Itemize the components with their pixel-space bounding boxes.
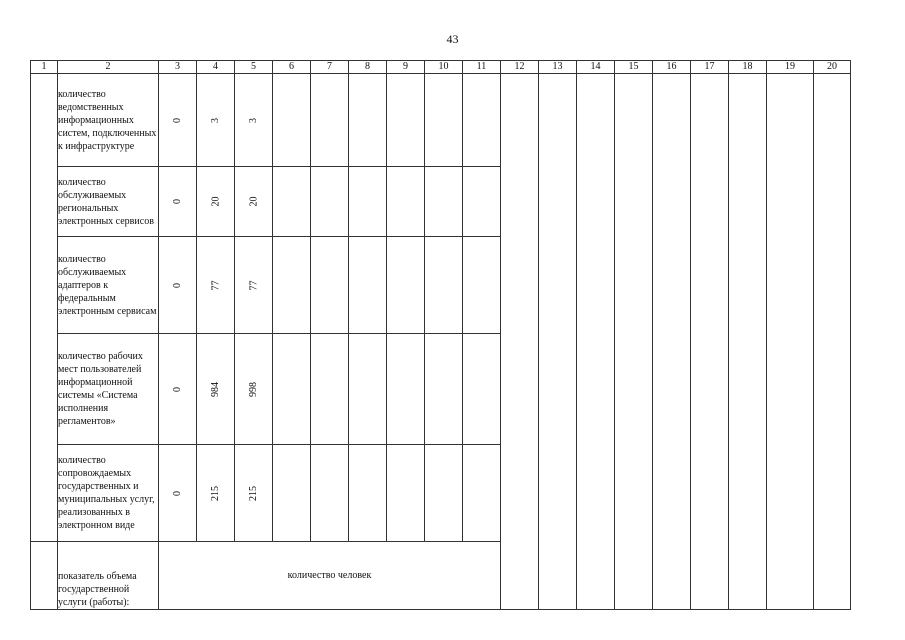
empty-cell — [463, 237, 501, 334]
value-text: 0 — [172, 282, 183, 288]
empty-cell — [425, 237, 463, 334]
value-cell — [235, 237, 273, 334]
header-cell: 13 — [539, 61, 577, 74]
header-cell: 18 — [729, 61, 767, 74]
data-table — [30, 60, 851, 610]
row-label: количество ведомственных информационных систем, подключенных к инфраструктуре — [58, 74, 159, 167]
empty-cell — [311, 74, 349, 167]
row-label: количество обслуживаемых адаптеров к федеральным электронным сервисам — [58, 237, 159, 334]
value-text: 984 — [210, 381, 221, 397]
value-cell — [159, 167, 197, 237]
empty-cell — [463, 167, 501, 237]
value-cell — [159, 74, 197, 167]
empty-cell — [349, 237, 387, 334]
value-text: 20 — [248, 196, 259, 207]
value-text: 215 — [248, 485, 259, 501]
empty-cell — [387, 237, 425, 334]
value-text: 0 — [172, 117, 183, 123]
header-cell: 11 — [463, 61, 501, 74]
empty-cell — [463, 74, 501, 167]
value-text: 77 — [248, 280, 259, 290]
header-cell: 19 — [767, 61, 814, 74]
header-row — [31, 61, 851, 74]
value-text: 215 — [210, 485, 221, 501]
empty-cell — [425, 334, 463, 445]
value-text: 0 — [172, 386, 183, 392]
value-cell — [197, 445, 235, 542]
empty-cell — [463, 445, 501, 542]
empty-cell — [349, 167, 387, 237]
value-cell — [197, 167, 235, 237]
empty-cell — [311, 237, 349, 334]
empty-cell — [311, 445, 349, 542]
header-cell: 16 — [653, 61, 691, 74]
header-cell: 10 — [425, 61, 463, 74]
empty-cell — [31, 542, 58, 610]
value-cell — [159, 445, 197, 542]
value-cell — [235, 334, 273, 445]
header-cell: 5 — [235, 61, 273, 74]
empty-cell — [273, 74, 311, 167]
empty-cell — [31, 74, 58, 542]
header-cell: 3 — [159, 61, 197, 74]
row-label: количество сопровождаемых государственных и муниципальных услуг, реализованных в электронном виде — [58, 445, 159, 542]
value-text: 998 — [248, 381, 259, 397]
header-cell: 14 — [577, 61, 615, 74]
empty-cell — [273, 334, 311, 445]
value-cell — [235, 74, 273, 167]
header-cell: 9 — [387, 61, 425, 74]
empty-cell — [425, 167, 463, 237]
row-label: количество рабочих мест пользователей информационной системы «Система исполнения регламентов» — [58, 334, 159, 445]
value-cell — [159, 334, 197, 445]
header-cell: 20 — [814, 61, 851, 74]
empty-cell — [729, 74, 767, 610]
value-text: 0 — [172, 490, 183, 496]
unit-cell: количество человек — [159, 542, 501, 610]
empty-cell — [814, 74, 851, 610]
header-cell: 4 — [197, 61, 235, 74]
header-cell: 17 — [691, 61, 729, 74]
empty-cell — [311, 334, 349, 445]
row-label: показатель объема государственной услуги (работы): — [58, 542, 159, 610]
empty-cell — [387, 334, 425, 445]
value-text: 0 — [172, 199, 183, 204]
empty-cell — [691, 74, 729, 610]
empty-cell — [273, 445, 311, 542]
value-cell — [197, 237, 235, 334]
header-cell: 6 — [273, 61, 311, 74]
header-cell: 15 — [615, 61, 653, 74]
table-row — [31, 74, 851, 167]
value-cell — [235, 445, 273, 542]
header-cell: 8 — [349, 61, 387, 74]
empty-cell — [501, 74, 539, 610]
value-text: 77 — [210, 280, 221, 290]
value-text: 3 — [210, 117, 221, 123]
empty-cell — [577, 74, 615, 610]
page-number: 43 — [446, 32, 459, 46]
header-cell: 1 — [31, 61, 58, 74]
empty-cell — [463, 334, 501, 445]
empty-cell — [349, 445, 387, 542]
header-cell: 7 — [311, 61, 349, 74]
empty-cell — [653, 74, 691, 610]
empty-cell — [425, 74, 463, 167]
value-text: 20 — [210, 196, 221, 207]
empty-cell — [387, 445, 425, 542]
empty-cell — [273, 167, 311, 237]
header-cell: 12 — [501, 61, 539, 74]
empty-cell — [425, 445, 463, 542]
empty-cell — [311, 167, 349, 237]
header-cell: 2 — [58, 61, 159, 74]
empty-cell — [539, 74, 577, 610]
value-text: 3 — [248, 117, 259, 123]
value-cell — [159, 237, 197, 334]
empty-cell — [273, 237, 311, 334]
empty-cell — [387, 167, 425, 237]
empty-cell — [767, 74, 814, 610]
row-label: количество обслуживаемых региональных электронных сервисов — [58, 167, 159, 237]
empty-cell — [349, 334, 387, 445]
value-cell — [197, 334, 235, 445]
empty-cell — [349, 74, 387, 167]
value-cell — [197, 74, 235, 167]
value-cell — [235, 167, 273, 237]
empty-cell — [615, 74, 653, 610]
empty-cell — [387, 74, 425, 167]
